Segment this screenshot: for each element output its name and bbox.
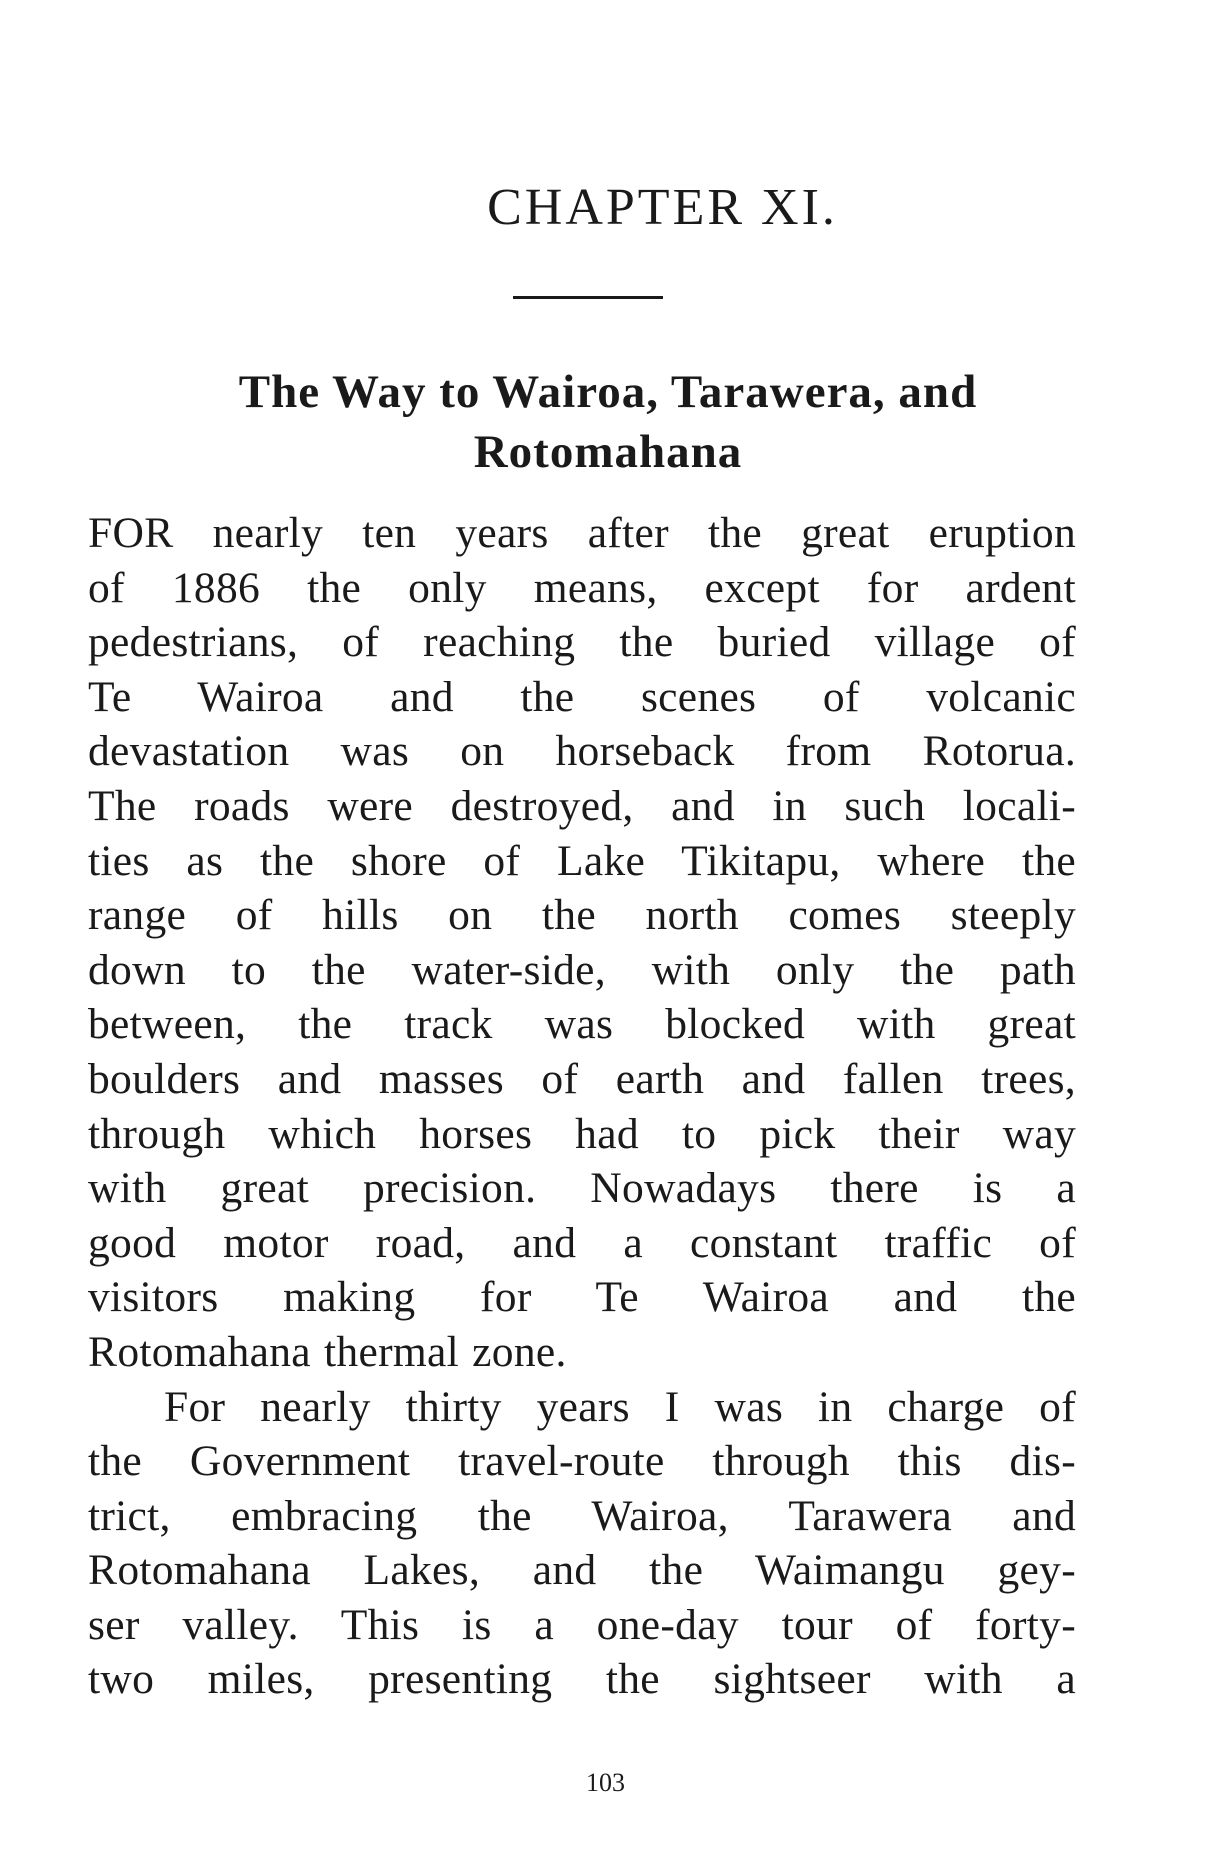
text-line: two miles, presenting the sightseer with a bbox=[88, 1655, 1076, 1704]
text-line: through which horses had to pick their way bbox=[88, 1109, 1076, 1158]
text-line: FOR nearly ten years after the great eruption bbox=[88, 509, 1076, 557]
text-line: Rotomahana Lakes, and the Waimangu gey- bbox=[88, 1546, 1076, 1595]
text-line: the Government travel-route through this dis- bbox=[88, 1437, 1076, 1486]
text-line: ties as the shore of Lake Tikitapu, where the bbox=[88, 836, 1076, 885]
text-line: good motor road, and a constant traffic of bbox=[88, 1218, 1076, 1267]
text-line: Rotomahana thermal zone. bbox=[88, 1327, 567, 1376]
text-line: trict, embracing the Wairoa, Tarawera and bbox=[88, 1491, 1076, 1540]
text-line: Te Wairoa and the scenes of volcanic bbox=[88, 672, 1076, 721]
chapter-number: CHAPTER XI. bbox=[487, 179, 838, 236]
text-line: pedestrians, of reaching the buried village of bbox=[88, 618, 1076, 667]
chapter-divider-rule bbox=[513, 296, 663, 299]
text-line: with great precision. Nowadays there is a bbox=[88, 1164, 1076, 1213]
paragraph-2 bbox=[88, 1380, 1076, 1708]
text-line: For nearly thirty years I was in charge of bbox=[164, 1382, 1076, 1431]
paragraph-1 bbox=[88, 506, 1076, 1380]
text-line: visitors making for Te Wairoa and the bbox=[88, 1273, 1076, 1322]
text-line: ser valley. This is a one-day tour of forty- bbox=[88, 1600, 1076, 1649]
text-line: boulders and masses of earth and fallen trees, bbox=[88, 1054, 1076, 1103]
chapter-title bbox=[88, 362, 1128, 482]
text-line: between, the track was blocked with great bbox=[88, 1000, 1076, 1049]
text-line: down to the water-side, with only the path bbox=[88, 945, 1076, 994]
body-text bbox=[88, 506, 1076, 1707]
chapter-title-line: The Way to Wairoa, Tarawera, and bbox=[238, 366, 978, 418]
text-line: of 1886 the only means, except for ardent bbox=[88, 563, 1076, 612]
text-line: The roads were destroyed, and in such locali- bbox=[88, 781, 1076, 830]
page-number: 103 bbox=[586, 1768, 625, 1797]
chapter-title-line: Rotomahana bbox=[473, 426, 743, 478]
text-line: range of hills on the north comes steeply bbox=[88, 891, 1076, 940]
text-line: devastation was on horseback from Rotorua. bbox=[88, 727, 1076, 776]
